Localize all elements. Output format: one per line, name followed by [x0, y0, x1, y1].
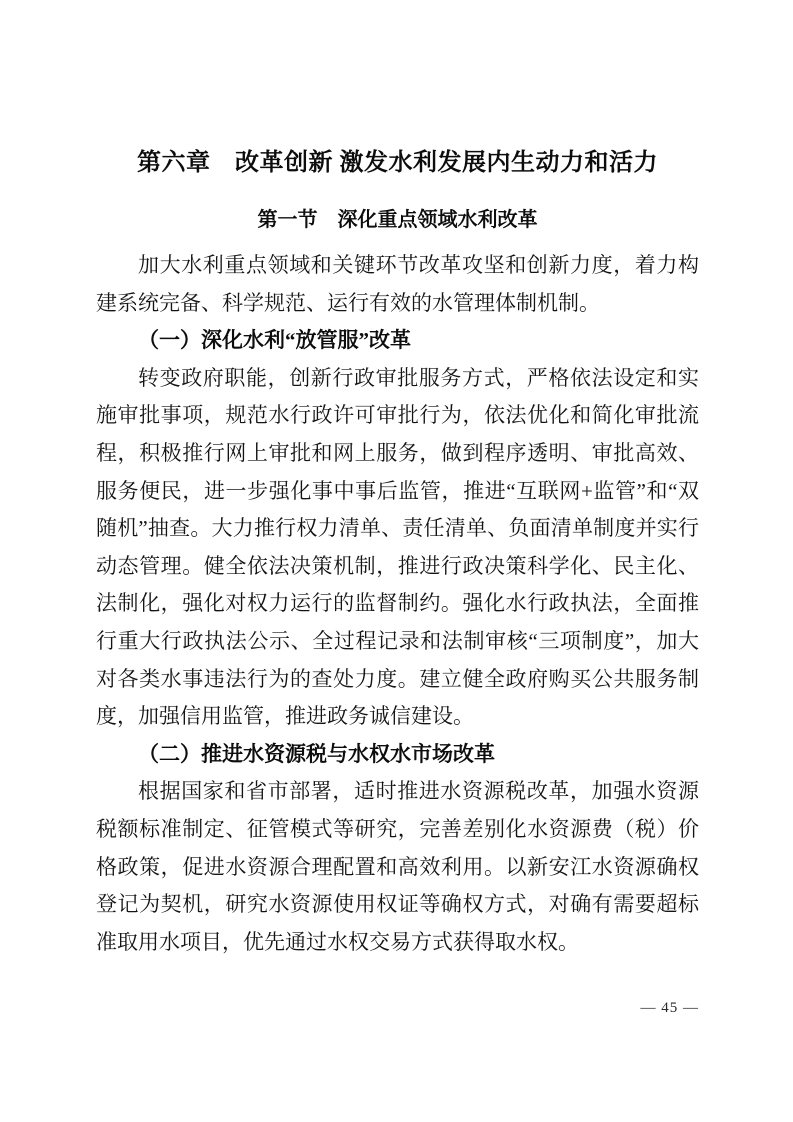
- subheading-2: （二）推进水资源税与水权水市场改革: [138, 741, 495, 766]
- paragraph-water-tax: 根据国家和省市部署，适时推进水资源税改革，加强水资源税额标准制定、征管模式等研究，完善差别化水资源费（税）价格政策，促进水资源合理配置和高效利用。以新安江水资源确权登记为契机，研究水资源使用权证等确权方式，对确有需要超标准取用水项目，优先通过水权交易方式获得取水权。: [96, 779, 699, 954]
- paragraph-intro: 加大水利重点领域和关键环节改革攻坚和创新力度，着力构建系统完备、科学规范、运行有效的水管理体制机制。: [96, 253, 699, 315]
- paragraph-reform: 转变政府职能，创新行政审批服务方式，严格依法设定和实施审批事项，规范水行政许可审批行为，依法优化和简化审批流程，积极推行网上审批和网上服务，做到程序透明、审批高效、服务便民，进一步强化事中事后监管，推进“互联网+监管”和“双随机”抽查。大力推行权力清单、责任清单、负面清单制度并实行动态管理。健全依法决策机制，推进行政决策科学化、民主化、法制化，强化对权力运行的监督制约。强化水行政执法，全面推行重大行政执法公示、全过程记录和法制审核“三项制度”，加大对各类水事违法行为的查处力度。建立健全政府购买公共服务制度，加强信用监管，推进政务诚信建设。: [96, 365, 699, 729]
- body-text: [96, 247, 699, 961]
- subheading-1: （一）深化水利“放管服”改革: [138, 328, 411, 353]
- section-title: 第一节 深化重点领域水利改革: [257, 209, 538, 231]
- chapter-title: 第六章 改革创新 激发水利发展内生动力和活力: [137, 150, 658, 176]
- page-number: — 45 —: [640, 1000, 699, 1016]
